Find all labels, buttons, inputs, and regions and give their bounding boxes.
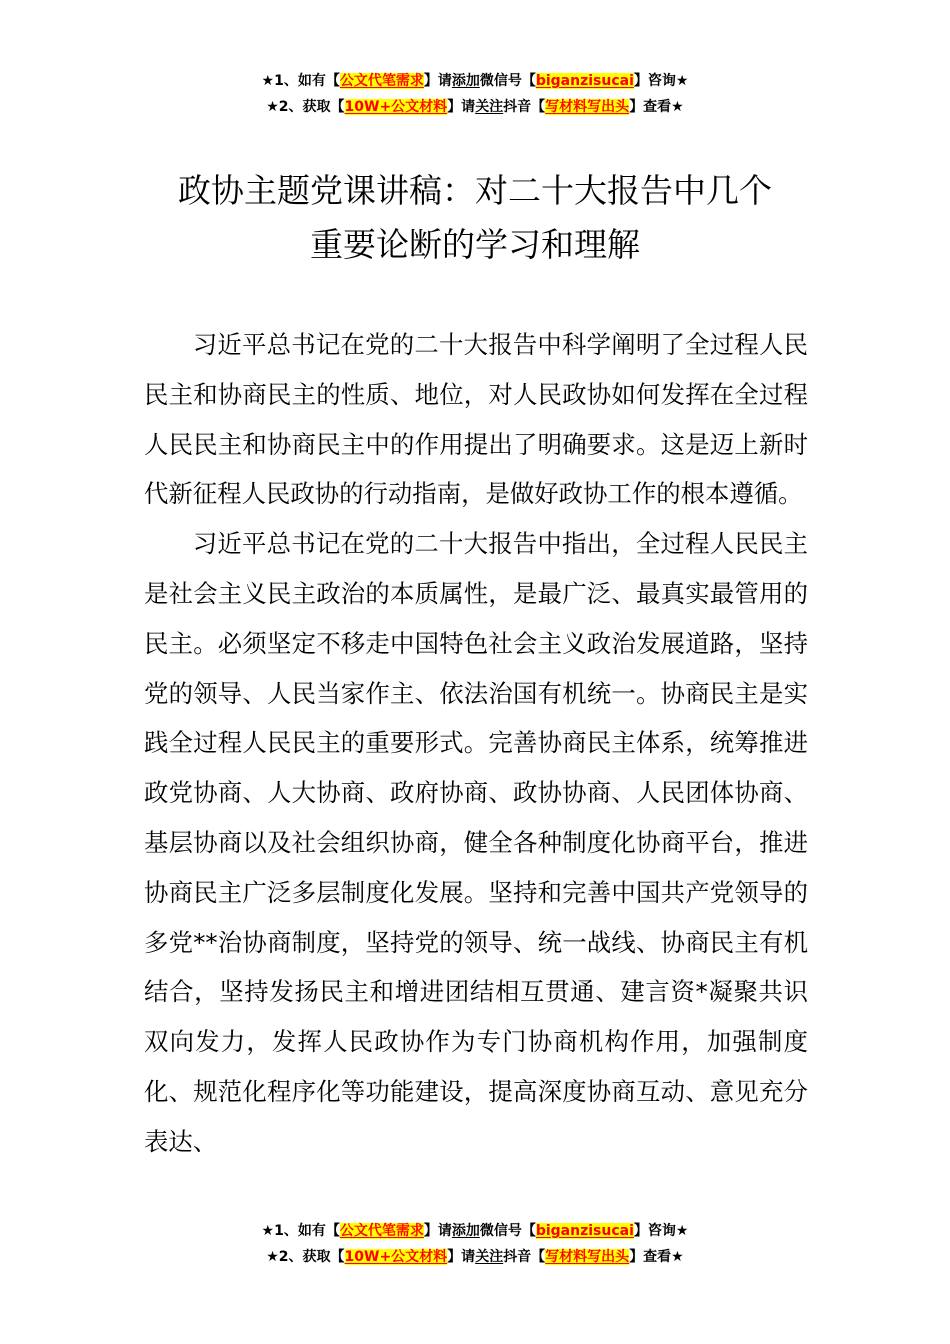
- header-banner: [0, 68, 950, 120]
- footer-banner-line-2: ★2、获取【10W+公文材料】请关注抖音【写材料写出头】查看★: [266, 1249, 684, 1265]
- footer-highlight-douyin-id: 写材料写出头: [545, 1249, 630, 1265]
- footer-highlight-materials: 10W+公文材料: [344, 1249, 448, 1265]
- title-line-1: 政协主题党课讲稿：对二十大报告中几个: [178, 171, 772, 210]
- document-body: [144, 320, 808, 1167]
- header-banner-line-1: ★1、如有【公文代笔需求】请添加微信号【biganzisucai】咨询★: [261, 73, 689, 89]
- header-highlight-wechat-id: biganzisucai: [535, 73, 634, 89]
- document-title: [0, 164, 950, 272]
- paragraph-2: 习近平总书记在党的二十大报告中指出，全过程人民民主是社会主义民主政治的本质属性，是最广泛、最真实最管用的民主。必须坚定不移走中国特色社会主义政治发展道路，坚持党的领导、人民当家作主、依法治国有机统一。协商民主是实践全过程人民民主的重要形式。完善协商民主体系，统筹推进政党协商、人大协商、政府协商、政协协商、人民团体协商、基层协商以及社会组织协商，健全各种制度化协商平台，推进协商民主广泛多层制度化发展。坚持和完善中国共产党领导的多党**治协商制度，坚持党的领导、统一战线、协商民主有机结合，坚持发扬民主和增进团结相互贯通、建言资*凝聚共识双向发力，发挥人民政协作为专门协商机构作用，加强制度化、规范化程序化等功能建设，提高深度协商互动、意见充分表达、: [144, 529, 808, 1156]
- footer-banner: [0, 1218, 950, 1270]
- paragraph-1: 习近平总书记在党的二十大报告中科学阐明了全过程人民民主和协商民主的性质、地位，对人民政协如何发挥在全过程人民民主和协商民主中的作用提出了明确要求。这是迈上新时代新征程人民政协的行动指南，是做好政协工作的根本遵循。: [144, 330, 808, 509]
- footer-highlight-wechat-id: biganzisucai: [535, 1223, 634, 1239]
- header-banner-line-2: ★2、获取【10W+公文材料】请关注抖音【写材料写出头】查看★: [266, 99, 684, 115]
- header-highlight-materials: 10W+公文材料: [344, 99, 448, 115]
- footer-highlight-ghostwriting: 公文代笔需求: [339, 1223, 424, 1239]
- footer-banner-line-1: ★1、如有【公文代笔需求】请添加微信号【biganzisucai】咨询★: [261, 1223, 689, 1239]
- header-highlight-douyin-id: 写材料写出头: [545, 99, 630, 115]
- title-line-2: 重要论断的学习和理解: [310, 225, 640, 264]
- header-highlight-ghostwriting: 公文代笔需求: [339, 73, 424, 89]
